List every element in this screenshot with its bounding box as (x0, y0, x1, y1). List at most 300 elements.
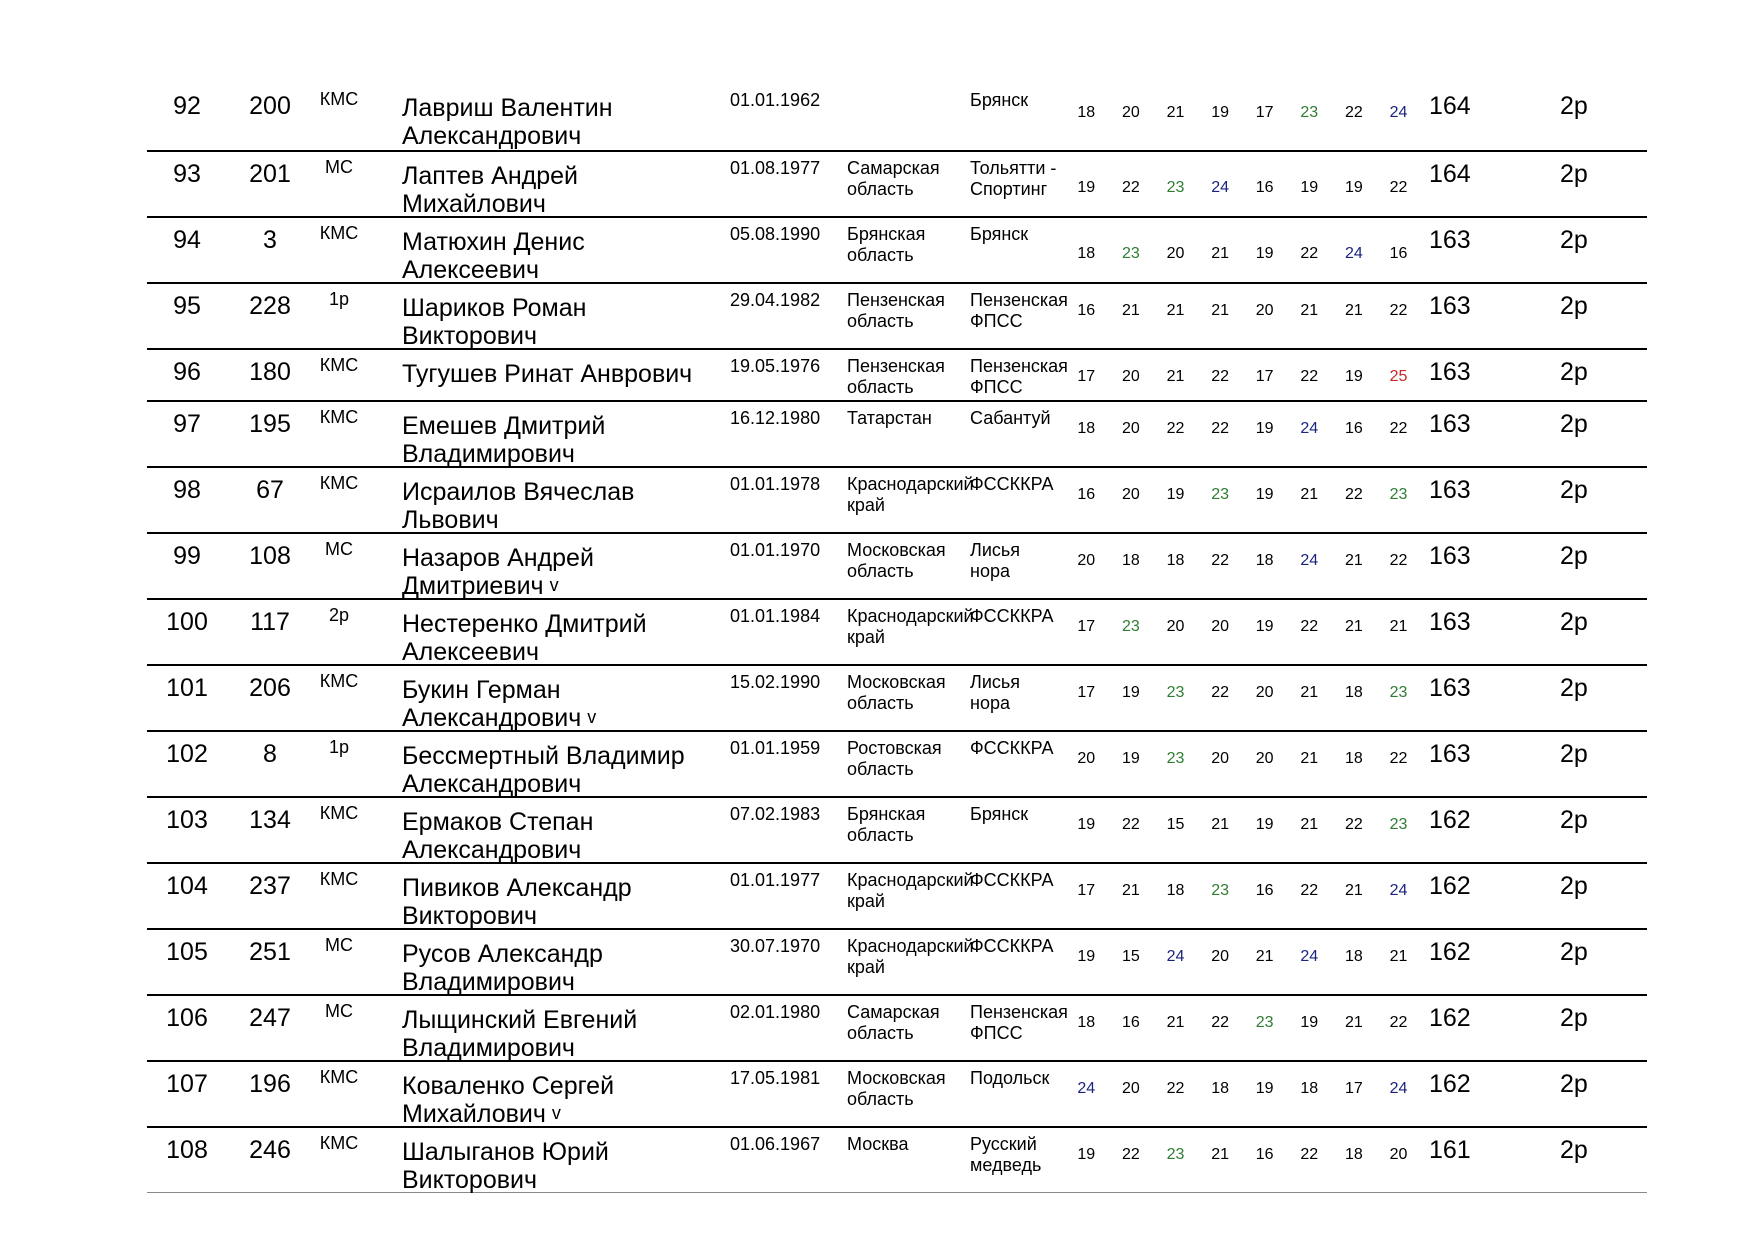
series-score: 23 (1121, 245, 1140, 262)
club-cell: Брянск (970, 224, 1029, 244)
series-score: 20 (1211, 618, 1229, 635)
series-score: 23 (1166, 179, 1185, 196)
sport-rank-cell: МС (325, 157, 353, 177)
place-cell: 96 (173, 358, 201, 386)
table-row (147, 350, 1647, 402)
series-score: 19 (1166, 486, 1185, 503)
region-cell: Ростовская область (847, 738, 942, 779)
series-score: 19 (1300, 179, 1319, 196)
series-score: 23 (1121, 618, 1140, 635)
series-score: 21 (1211, 816, 1229, 833)
athlete-name-cell (402, 412, 722, 468)
series-score: 21 (1255, 948, 1274, 965)
birth-date-cell: 19.05.1976 (730, 356, 821, 376)
series-score: 22 (1166, 1080, 1185, 1097)
series-score: 19 (1344, 368, 1363, 385)
athlete-name-cell (402, 294, 722, 350)
table-row (147, 666, 1647, 732)
club-cell: ФССККРА (970, 936, 1054, 956)
series-score: 18 (1255, 552, 1274, 569)
series-score: 18 (1300, 1080, 1319, 1097)
region-cell: Краснодарский край (847, 870, 974, 911)
place-cell: 94 (173, 226, 201, 254)
athlete-name: Исраилов Вячеслав Львович (402, 478, 635, 534)
club-cell: ФССККРА (970, 738, 1054, 758)
athlete-name: Лыщинский Евгений Владимирович (402, 1006, 638, 1062)
athlete-name: Лавриш Валентин Александрович (402, 94, 613, 150)
place-cell: 108 (166, 1136, 208, 1164)
series-score: 23 (1211, 882, 1229, 899)
athlete-name-cell (402, 360, 722, 388)
series-score: 18 (1077, 1014, 1096, 1031)
series-score: 23 (1389, 684, 1408, 701)
series-score: 16 (1121, 1014, 1140, 1031)
series-score: 16 (1255, 179, 1274, 196)
region-cell: Москва (847, 1134, 909, 1154)
athlete-name-cell (402, 940, 722, 996)
category-cell: 2р (1560, 1004, 1588, 1032)
sport-rank-cell: КМС (319, 355, 359, 375)
athlete-name-cell (402, 808, 722, 864)
series-score: 15 (1166, 816, 1185, 833)
series-score: 19 (1077, 948, 1096, 965)
series-score: 20 (1211, 948, 1229, 965)
category-cell: 2р (1560, 1136, 1588, 1164)
region-cell: Брянская область (847, 224, 926, 265)
club-cell: ФССККРА (970, 474, 1054, 494)
athlete-name: Матюхин Денис Алексеевич (402, 228, 585, 284)
region-cell: Самарская область (847, 158, 940, 199)
table-row (147, 798, 1647, 864)
region-cell: Татарстан (847, 408, 932, 428)
series-score: 21 (1389, 948, 1408, 965)
table-row (147, 284, 1647, 350)
total-score-cell: 163 (1429, 674, 1471, 702)
series-score: 23 (1211, 486, 1229, 503)
athlete-name: Русов Александр Владимирович (402, 940, 603, 996)
series-score: 19 (1121, 750, 1140, 767)
birth-date-cell: 01.01.1984 (730, 606, 821, 626)
results-table (147, 84, 1647, 1193)
place-cell: 106 (166, 1004, 208, 1032)
bib-number-cell: 206 (249, 674, 291, 702)
athlete-name: Шалыганов Юрий Викторович (402, 1138, 609, 1194)
series-score: 20 (1121, 368, 1140, 385)
place-cell: 95 (173, 292, 201, 320)
series-score: 24 (1344, 245, 1363, 262)
club-cell: Русский медведь (970, 1134, 1042, 1175)
series-score: 22 (1389, 750, 1408, 767)
table-row (147, 468, 1647, 534)
bib-number-cell: 200 (249, 92, 291, 120)
series-score: 22 (1389, 552, 1408, 569)
region-cell: Самарская область (847, 1002, 940, 1043)
sport-rank-cell: КМС (319, 869, 359, 889)
category-cell: 2р (1560, 92, 1588, 120)
sport-rank-cell: КМС (319, 1133, 359, 1153)
region-cell: Московская область (847, 1068, 946, 1109)
birth-date-cell: 15.02.1990 (730, 672, 821, 692)
athlete-name-cell (402, 1006, 722, 1062)
category-cell: 2р (1560, 410, 1588, 438)
series-score: 15 (1121, 948, 1140, 965)
series-score: 19 (1255, 618, 1274, 635)
birth-date-cell: 17.05.1981 (730, 1068, 821, 1088)
series-score: 22 (1300, 618, 1319, 635)
series-score: 16 (1077, 302, 1096, 319)
place-cell: 92 (173, 92, 201, 120)
category-cell: 2р (1560, 938, 1588, 966)
place-cell: 101 (166, 674, 208, 702)
bib-number-cell: 195 (249, 410, 291, 438)
category-cell: 2р (1560, 740, 1588, 768)
sport-rank-cell: КМС (319, 671, 359, 691)
series-score: 18 (1344, 1146, 1363, 1163)
birth-date-cell: 01.01.1977 (730, 870, 821, 890)
series-score: 21 (1300, 684, 1319, 701)
series-score: 19 (1121, 684, 1140, 701)
sport-rank-cell: 1р (328, 289, 350, 309)
series-score: 19 (1255, 1080, 1274, 1097)
series-score: 18 (1166, 552, 1185, 569)
club-cell: Тольятти - Спортинг (970, 158, 1057, 199)
series-score: 16 (1255, 1146, 1274, 1163)
sport-rank-cell: КМС (319, 89, 359, 109)
athlete-name-cell (402, 1072, 722, 1130)
series-score: 21 (1344, 882, 1363, 899)
birth-date-cell: 01.08.1977 (730, 158, 821, 178)
series-score: 20 (1121, 420, 1140, 437)
series-score: 17 (1077, 368, 1096, 385)
sport-rank-cell: КМС (319, 803, 359, 823)
series-score: 24 (1077, 1080, 1096, 1097)
series-score: 17 (1344, 1080, 1363, 1097)
series-score: 16 (1389, 245, 1408, 262)
birth-date-cell: 16.12.1980 (730, 408, 821, 428)
series-score: 22 (1211, 552, 1229, 569)
bib-number-cell: 180 (249, 358, 291, 386)
series-score: 19 (1077, 816, 1096, 833)
veteran-mark: v (551, 1103, 561, 1123)
series-score: 22 (1121, 179, 1140, 196)
series-score: 20 (1077, 552, 1096, 569)
series-score: 21 (1211, 1146, 1229, 1163)
club-cell: Лисья нора (970, 672, 1020, 713)
series-score: 22 (1121, 816, 1140, 833)
series-score: 23 (1166, 1146, 1185, 1163)
series-score: 22 (1166, 420, 1185, 437)
series-score: 18 (1344, 750, 1363, 767)
athlete-name: Букин Герман Александрович (402, 676, 582, 732)
place-cell: 104 (166, 872, 208, 900)
category-cell: 2р (1560, 806, 1588, 834)
total-score-cell: 163 (1429, 476, 1471, 504)
series-score: 18 (1166, 882, 1185, 899)
table-row (147, 930, 1647, 996)
athlete-name: Лаптев Андрей Михайлович (402, 162, 578, 218)
total-score-cell: 162 (1429, 1070, 1471, 1098)
total-score-cell: 163 (1429, 740, 1471, 768)
series-score: 20 (1166, 618, 1185, 635)
place-cell: 93 (173, 160, 201, 188)
bib-number-cell: 108 (249, 542, 291, 570)
table-row (147, 996, 1647, 1062)
sport-rank-cell: КМС (319, 407, 359, 427)
series-score: 16 (1255, 882, 1274, 899)
series-score: 22 (1344, 104, 1363, 121)
club-cell: Сабантуй (970, 408, 1051, 428)
series-score: 19 (1300, 1014, 1319, 1031)
bib-number-cell: 237 (249, 872, 291, 900)
series-score: 22 (1300, 245, 1319, 262)
birth-date-cell: 01.06.1967 (730, 1134, 821, 1154)
region-cell: Краснодарский край (847, 606, 974, 647)
place-cell: 107 (166, 1070, 208, 1098)
athlete-name: Емешев Дмитрий Владимирович (402, 412, 606, 468)
athlete-name: Назаров Андрей Дмитриевич (402, 544, 594, 600)
series-score: 19 (1255, 420, 1274, 437)
series-score: 18 (1077, 245, 1096, 262)
athlete-name: Ермаков Степан Александрович (402, 808, 594, 864)
total-score-cell: 164 (1429, 92, 1471, 120)
table-row (147, 402, 1647, 468)
total-score-cell: 162 (1429, 1004, 1471, 1032)
series-score: 22 (1121, 1146, 1140, 1163)
athlete-name-cell (402, 478, 722, 534)
series-score: 19 (1211, 104, 1229, 121)
sport-rank-cell: КМС (319, 473, 359, 493)
series-score: 21 (1166, 302, 1185, 319)
series-score: 21 (1166, 368, 1185, 385)
club-cell: Пензенская ФПСС (970, 356, 1068, 397)
series-score: 20 (1121, 1080, 1140, 1097)
sport-rank-cell: КМС (319, 1067, 359, 1087)
table-row (147, 84, 1647, 152)
series-score: 24 (1389, 882, 1408, 899)
total-score-cell: 162 (1429, 938, 1471, 966)
series-score: 25 (1389, 368, 1408, 385)
series-score: 23 (1300, 104, 1319, 121)
sport-rank-cell: 2р (328, 605, 350, 625)
series-score: 20 (1255, 684, 1274, 701)
series-score: 20 (1389, 1146, 1408, 1163)
bib-number-cell: 201 (249, 160, 291, 188)
club-cell: Брянск (970, 90, 1029, 110)
birth-date-cell: 05.08.1990 (730, 224, 821, 244)
series-score: 19 (1255, 245, 1274, 262)
sport-rank-cell: МС (325, 539, 353, 559)
series-score: 20 (1211, 750, 1229, 767)
series-score: 20 (1255, 302, 1274, 319)
club-cell: ФССККРА (970, 606, 1054, 626)
series-score: 17 (1077, 882, 1096, 899)
series-score: 24 (1389, 104, 1408, 121)
series-score: 19 (1077, 1146, 1096, 1163)
series-score: 22 (1389, 179, 1408, 196)
series-score: 20 (1121, 104, 1140, 121)
category-cell: 2р (1560, 1070, 1588, 1098)
series-score: 18 (1344, 948, 1363, 965)
region-cell: Московская область (847, 672, 946, 713)
region-cell: Брянская область (847, 804, 926, 845)
athlete-name: Коваленко Сергей Михайлович (402, 1072, 615, 1128)
category-cell: 2р (1560, 674, 1588, 702)
series-score: 24 (1300, 420, 1319, 437)
region-cell: Краснодарский край (847, 474, 974, 515)
club-cell: ФССККРА (970, 870, 1054, 890)
series-score: 19 (1344, 179, 1363, 196)
club-cell: Подольск (970, 1068, 1050, 1088)
place-cell: 105 (166, 938, 208, 966)
club-cell: Пензенская ФПСС (970, 290, 1068, 331)
category-cell: 2р (1560, 872, 1588, 900)
table-row (147, 600, 1647, 666)
series-score: 21 (1166, 104, 1185, 121)
sport-rank-cell: 1р (328, 737, 350, 757)
category-cell: 2р (1560, 608, 1588, 636)
table-row (147, 534, 1647, 600)
table-row (147, 218, 1647, 284)
total-score-cell: 162 (1429, 872, 1471, 900)
series-score: 18 (1211, 1080, 1229, 1097)
category-cell: 2р (1560, 226, 1588, 254)
series-score: 22 (1389, 420, 1408, 437)
total-score-cell: 163 (1429, 226, 1471, 254)
series-score: 22 (1300, 1146, 1319, 1163)
series-score: 20 (1255, 750, 1274, 767)
series-score: 21 (1211, 302, 1229, 319)
series-score: 19 (1255, 816, 1274, 833)
series-score: 21 (1344, 1014, 1363, 1031)
region-cell: Пензенская область (847, 356, 945, 397)
category-cell: 2р (1560, 476, 1588, 504)
place-cell: 100 (166, 608, 208, 636)
series-score: 22 (1344, 486, 1363, 503)
series-score: 23 (1166, 750, 1185, 767)
bib-number-cell: 134 (249, 806, 291, 834)
region-cell: Пензенская область (847, 290, 945, 331)
series-score: 21 (1121, 882, 1140, 899)
series-score: 17 (1255, 104, 1274, 121)
series-score: 21 (1300, 302, 1319, 319)
series-score: 20 (1077, 750, 1096, 767)
series-score: 17 (1077, 618, 1096, 635)
total-score-cell: 162 (1429, 806, 1471, 834)
bib-number-cell: 67 (256, 476, 284, 504)
series-score: 16 (1077, 486, 1096, 503)
table-row (147, 152, 1647, 218)
category-cell: 2р (1560, 358, 1588, 386)
table-row (147, 1128, 1647, 1193)
series-score: 21 (1344, 618, 1363, 635)
series-score: 22 (1389, 302, 1408, 319)
series-score: 22 (1211, 1014, 1229, 1031)
series-score: 19 (1255, 486, 1274, 503)
athlete-name-cell (402, 742, 722, 798)
athlete-name: Бессмертный Владимир Александрович (402, 742, 685, 798)
series-score: 22 (1211, 420, 1229, 437)
series-score: 22 (1211, 684, 1229, 701)
series-score: 22 (1300, 882, 1319, 899)
athlete-name: Нестеренко Дмитрий Алексеевич (402, 610, 647, 666)
birth-date-cell: 01.01.1962 (730, 90, 821, 110)
athlete-name-cell (402, 874, 722, 930)
series-score: 23 (1389, 486, 1408, 503)
birth-date-cell: 01.01.1959 (730, 738, 821, 758)
region-cell: Краснодарский край (847, 936, 974, 977)
series-score: 22 (1211, 368, 1229, 385)
series-score: 21 (1300, 750, 1319, 767)
birth-date-cell: 29.04.1982 (730, 290, 821, 310)
sport-rank-cell: МС (325, 1001, 353, 1021)
table-row (147, 864, 1647, 930)
veteran-mark: v (587, 707, 597, 727)
category-cell: 2р (1560, 292, 1588, 320)
total-score-cell: 163 (1429, 358, 1471, 386)
region-cell: Московская область (847, 540, 946, 581)
series-score: 17 (1255, 368, 1274, 385)
place-cell: 103 (166, 806, 208, 834)
sport-rank-cell: КМС (319, 223, 359, 243)
series-score: 21 (1166, 1014, 1185, 1031)
club-cell: Брянск (970, 804, 1029, 824)
sport-rank-cell: МС (325, 935, 353, 955)
series-score: 22 (1344, 816, 1363, 833)
athlete-name-cell (402, 228, 722, 284)
athlete-name: Пивиков Александр Викторович (402, 874, 632, 930)
athlete-name: Тугушев Ринат Анврович (402, 360, 693, 388)
bib-number-cell: 8 (263, 740, 277, 768)
series-score: 16 (1344, 420, 1363, 437)
birth-date-cell: 07.02.1983 (730, 804, 821, 824)
table-row (147, 1062, 1647, 1128)
total-score-cell: 163 (1429, 410, 1471, 438)
total-score-cell: 163 (1429, 292, 1471, 320)
bib-number-cell: 196 (249, 1070, 291, 1098)
athlete-name-cell (402, 676, 722, 734)
place-cell: 97 (173, 410, 201, 438)
athlete-name-cell (402, 544, 722, 602)
total-score-cell: 164 (1429, 160, 1471, 188)
series-score: 21 (1121, 302, 1140, 319)
club-cell: Пензенская ФПСС (970, 1002, 1068, 1043)
athlete-name: Шариков Роман Викторович (402, 294, 587, 350)
series-score: 18 (1344, 684, 1363, 701)
series-score: 22 (1300, 368, 1319, 385)
series-score: 19 (1077, 179, 1096, 196)
table-row (147, 732, 1647, 798)
athlete-name-cell (402, 610, 722, 666)
series-score: 21 (1300, 486, 1319, 503)
total-score-cell: 163 (1429, 608, 1471, 636)
series-score: 21 (1211, 245, 1229, 262)
place-cell: 102 (166, 740, 208, 768)
bib-number-cell: 251 (249, 938, 291, 966)
total-score-cell: 163 (1429, 542, 1471, 570)
bib-number-cell: 247 (249, 1004, 291, 1032)
birth-date-cell: 02.01.1980 (730, 1002, 821, 1022)
series-score: 24 (1211, 179, 1229, 196)
series-score: 20 (1166, 245, 1185, 262)
series-score: 22 (1389, 1014, 1408, 1031)
total-score-cell: 161 (1429, 1136, 1471, 1164)
athlete-name-cell (402, 1138, 722, 1194)
series-score: 20 (1121, 486, 1140, 503)
bib-number-cell: 3 (263, 226, 277, 254)
series-score: 23 (1389, 816, 1408, 833)
place-cell: 99 (173, 542, 201, 570)
series-score: 23 (1166, 684, 1185, 701)
